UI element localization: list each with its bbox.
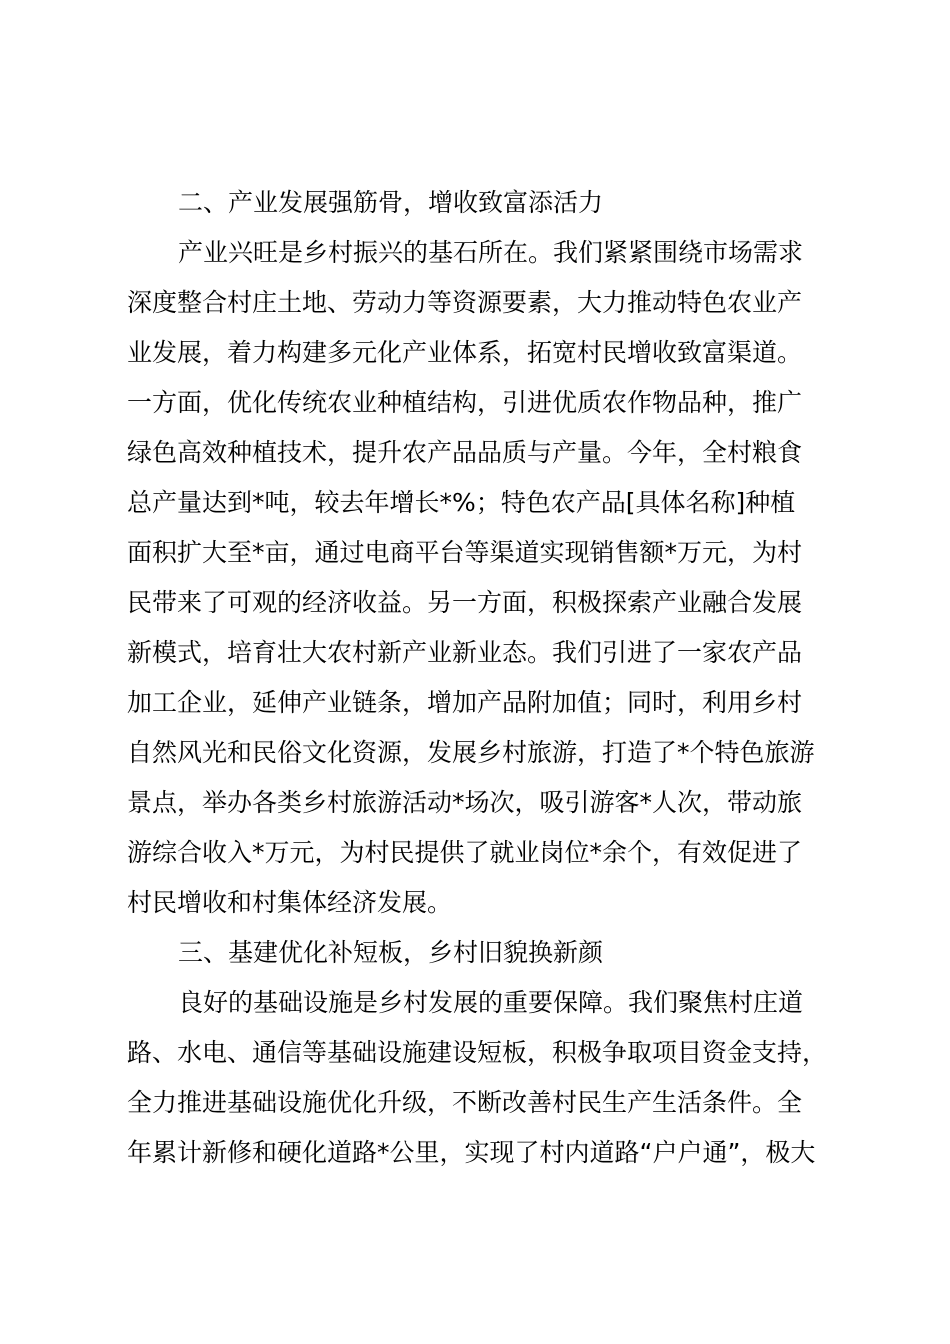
section-heading: 三、基建优化补短板，乡村旧貌换新颜 (178, 938, 604, 967)
paragraph-line: 绿色高效种植技术，提升农产品品质与产量。今年，全村粮食 (127, 438, 803, 467)
paragraph-line: 路、水电、通信等基础设施建设短板，积极争取项目资金支持， (127, 1038, 828, 1067)
paragraph-line: 良好的基础设施是乡村发展的重要保障。我们聚焦村庄道 (178, 988, 804, 1017)
paragraph-line: 深度整合村庄土地、劳动力等资源要素，大力推动特色农业产 (127, 288, 803, 317)
paragraph-line: 面积扩大至*亩，通过电商平台等渠道实现销售额*万元，为村 (127, 538, 803, 567)
paragraph-line: 一方面，优化传统农业种植结构，引进优质农作物品种，推广 (127, 388, 803, 417)
paragraph-line: 产业兴旺是乡村振兴的基石所在。我们紧紧围绕市场需求 (178, 238, 804, 267)
paragraph-line: 村民增收和村集体经济发展。 (127, 888, 453, 917)
paragraph-line: 年累计新修和硬化道路*公里，实现了村内道路“户户通”，极大 (127, 1138, 816, 1167)
section-heading: 二、产业发展强筋骨，增收致富添活力 (178, 188, 604, 217)
paragraph-line: 总产量达到*吨，较去年增长*%；特色农产品[具体名称]种植 (127, 488, 796, 517)
paragraph-line: 游综合收入*万元，为村民提供了就业岗位*余个，有效促进了 (127, 838, 803, 867)
paragraph-line: 业发展，着力构建多元化产业体系，拓宽村民增收致富渠道。 (127, 338, 803, 367)
paragraph-line: 民带来了可观的经济收益。另一方面，积极探索产业融合发展 (127, 588, 803, 617)
paragraph-line: 自然风光和民俗文化资源，发展乡村旅游，打造了*个特色旅游 (127, 738, 815, 767)
paragraph-line: 全力推进基础设施优化升级，不断改善村民生产生活条件。全 (127, 1088, 803, 1117)
paragraph-line: 新模式，培育壮大农村新产业新业态。我们引进了一家农产品 (127, 638, 803, 667)
paragraph-line: 景点，举办各类乡村旅游活动*场次，吸引游客*人次，带动旅 (127, 788, 803, 817)
paragraph-line: 加工企业，延伸产业链条，增加产品附加值；同时，利用乡村 (127, 688, 803, 717)
